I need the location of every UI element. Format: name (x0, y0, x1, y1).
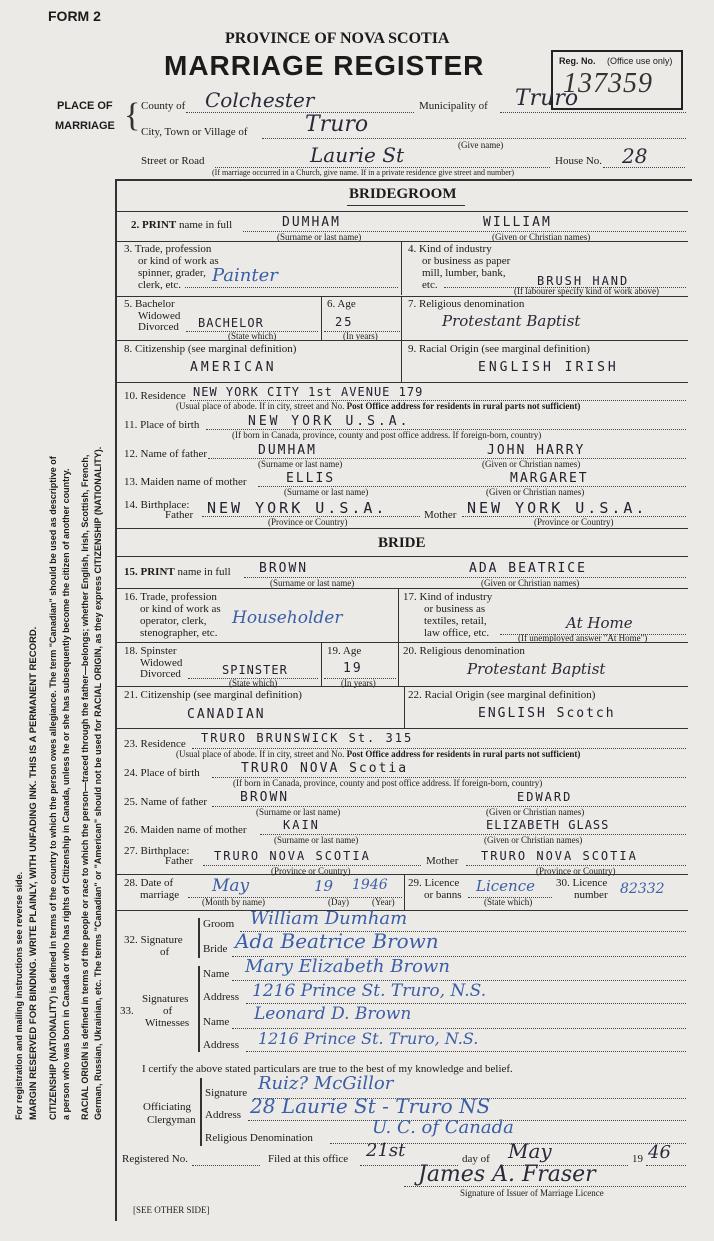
bride-industry-label-b: or business as (424, 603, 486, 615)
bride-heading: BRIDE (378, 535, 426, 551)
sig-label-a: 32. Signature (124, 934, 183, 946)
municipality-value: Truro (515, 86, 579, 111)
sig-label-b: of (160, 946, 170, 958)
bride-name-label: 15. PRINT name in full (124, 566, 231, 578)
registered-label: Registered No. (122, 1153, 188, 1165)
groom-industry-label-c: mill, lumber, bank, (422, 267, 506, 279)
filed-label: Filed at this office (268, 1153, 349, 1165)
groom-father-label: 12. Name of father (124, 448, 208, 460)
clergy-signature: Ruiz? McGillor (258, 1073, 394, 1094)
bride-father-surname-note: (Surname or last name) (256, 807, 341, 817)
month-note: (Month by name) (202, 897, 265, 907)
groom-given: WILLIAM (483, 215, 552, 230)
reg-no-label: Reg. No. (559, 56, 596, 66)
clergy-rel-label: Religious Denomination (205, 1132, 313, 1144)
bride-industry-label-c: textiles, retail, (424, 615, 487, 627)
w1-addr-label: Address (203, 991, 240, 1003)
groom-age: 25 (335, 315, 354, 329)
groom-racial-label: 9. Racial Origin (see marginal definition) (408, 343, 590, 355)
groom-mother-surname-note: (Surname or last name) (284, 487, 369, 497)
bride-given-note: (Given or Christian names) (481, 578, 580, 588)
bride-status-label-c: Divorced (140, 668, 181, 680)
groom-status-label-c: Divorced (138, 321, 179, 333)
date-label-b: marriage (140, 889, 180, 901)
filed-month: May (508, 1139, 552, 1163)
w1-name: Mary Elizabeth Brown (245, 956, 450, 977)
groom-father-given-note: (Given or Christian names) (482, 459, 581, 469)
filed-day: 21st (366, 1140, 406, 1161)
bride-birth: TRURO NOVA Scotia (241, 761, 409, 776)
reg-no-value: 137359 (563, 68, 653, 99)
w2-name-label: Name (203, 1016, 230, 1028)
bride-given: ADA BEATRICE (469, 561, 587, 576)
bride-age: 19 (343, 661, 363, 676)
licence-no-label-b: number (574, 889, 608, 901)
bride-residence-note: (Usual place of abode. If in city, street and No. Post Office address for residents in rural parts not sufficient) (176, 749, 581, 759)
groom-surname: DUMHAM (282, 215, 341, 230)
groom-bp-father-note: (Province or Country) (268, 517, 348, 527)
bride-birth-note: (If born in Canada, province, county and post office address. If foreign-born, country) (233, 778, 543, 788)
bride-mother-surname-note: (Surname or last name) (274, 835, 359, 845)
filed-year: 46 (648, 1142, 671, 1163)
bride-bp-father-label: Father (165, 855, 194, 867)
w2-addr-label: Address (203, 1039, 240, 1051)
groom-residence-label: 10. Residence (124, 390, 186, 402)
licence-number: 82332 (620, 881, 665, 897)
bridegroom-heading: BRIDEGROOM (349, 186, 457, 202)
groom-status-note: (State which) (228, 331, 277, 341)
groom-father-given: JOHN HARRY (487, 443, 586, 458)
side-note-5: RACIAL ORIGIN is defined in terms of the people or race to which the person—traced through the father—belongs; whether English, Irish, Scottish, French, (80, 454, 90, 1120)
groom-birth-note: (If born in Canada, province, county and post office address. If foreign-born, country) (232, 430, 542, 440)
groom-industry-label-a: 4. Kind of industry (408, 243, 492, 255)
bride-religion-label: 20. Religious denomination (403, 645, 525, 657)
state-which-note: (State which) (484, 897, 533, 907)
form-number: FORM 2 (48, 8, 101, 24)
county-label: County of (141, 100, 186, 112)
bride-status-label-a: 18. Spinster (124, 645, 177, 657)
groom-religion: Protestant Baptist (442, 312, 581, 330)
bride-mother-label: 26. Maiden name of mother (124, 824, 247, 836)
groom-trade: Painter (212, 265, 278, 286)
bride-industry-label-d: law office, etc. (424, 627, 490, 639)
groom-sig-label: Groom (203, 918, 235, 930)
bride-surname-note: (Surname or last name) (270, 578, 355, 588)
bride-status-note: (State which) (229, 678, 278, 688)
bride-birth-label: 24. Place of birth (124, 767, 200, 779)
officiating-label-a: Officiating (143, 1101, 192, 1113)
place-label-1: PLACE OF (57, 100, 113, 112)
side-note-1: For registration and mailing instructions see reverse side. (14, 871, 24, 1120)
groom-status: BACHELOR (198, 316, 264, 330)
side-note-6: German, Russian, Ukrainian, etc. The terms "Canadian" or "American" should not be used for RACIAL ORIGIN, as they express CITIZENSHIP (NATIONALITY). (93, 446, 103, 1120)
street-value: Laurie St (310, 143, 404, 167)
page-title: MARRIAGE REGISTER (164, 50, 485, 81)
clergy-addr-label: Address (205, 1109, 242, 1121)
witness-label-a: Signatures (142, 993, 189, 1005)
clergy-address: 28 Laurie St - Truro NS (250, 1094, 491, 1118)
bride-racial: ENGLISH Scotch (478, 706, 616, 721)
place-brace: { (124, 97, 141, 134)
groom-surname-note: (Surname or last name) (277, 232, 362, 242)
bride-citizenship: CANADIAN (187, 707, 266, 722)
groom-signature: William Dumham (250, 908, 408, 929)
bride-bp-mother: TRURO NOVA SCOTIA (481, 849, 638, 863)
county-value: Colchester (205, 88, 315, 112)
issuer-label: Signature of Issuer of Marriage Licence (460, 1188, 604, 1198)
city-label: City, Town or Village of (141, 126, 248, 138)
witness-label-c: Witnesses (145, 1017, 190, 1029)
bride-racial-label: 22. Racial Origin (see marginal definition) (408, 689, 596, 701)
w1-name-label: Name (203, 968, 230, 980)
bride-residence-label: 23. Residence (124, 738, 186, 750)
bride-bp-father: TRURO NOVA SCOTIA (214, 849, 371, 863)
groom-birth-label: 11. Place of birth (124, 419, 200, 431)
bride-residence: TRURO BRUNSWICK St. 315 (201, 731, 414, 745)
day-note: (Day) (328, 897, 349, 907)
w2-name: Leonard D. Brown (254, 1004, 412, 1024)
groom-birthplace-label: 14. Birthplace: (124, 499, 190, 511)
w1-address: 1216 Prince St. Truro, N.S. (252, 981, 487, 1001)
province-heading: PROVINCE OF NOVA SCOTIA (225, 30, 450, 47)
groom-given-note: (Given or Christian names) (492, 232, 591, 242)
bride-age-label: 19. Age (327, 645, 362, 657)
bride-industry-note: (If unemployed answer "At Home") (518, 633, 648, 643)
groom-bp-mother: NEW YORK U.S.A. (467, 499, 648, 517)
bride-father-given-note: (Given or Christian names) (486, 807, 585, 817)
groom-father-surname-note: (Surname or last name) (258, 459, 343, 469)
bride-mother-given-note: (Given or Christian names) (484, 835, 583, 845)
groom-industry-label-b: or business as paper (422, 255, 511, 267)
groom-industry: BRUSH HAND (537, 274, 630, 288)
year-note: (Year) (372, 897, 395, 907)
city-value: Truro (305, 112, 369, 137)
reg-no-note: (Office use only) (607, 56, 673, 66)
side-note-4: a person who was born in Canada or who has rights of Citizenship in Canada, unless he or she has subsequently become the citizen of another country. (61, 468, 71, 1120)
groom-industry-label-d: etc. (422, 279, 438, 291)
bride-signature: Ada Beatrice Brown (235, 929, 439, 953)
bride-age-note: (In years) (341, 678, 376, 688)
licence-label-b: or banns (424, 889, 462, 901)
see-other-side: [SEE OTHER SIDE] (133, 1205, 210, 1215)
bride-trade-label-a: 16. Trade, profession (124, 591, 217, 603)
bride-citizenship-label: 21. Citizenship (see marginal definition) (124, 689, 302, 701)
groom-bp-father: NEW YORK U.S.A. (207, 499, 388, 517)
groom-citizenship: AMERICAN (190, 360, 277, 375)
day-of-label: day of (462, 1153, 490, 1165)
issuer-signature: James A. Fraser (418, 1162, 596, 1187)
groom-trade-label-d: clerk, etc. (138, 279, 182, 291)
groom-racial: ENGLISH IRISH (478, 360, 619, 375)
street-label: Street or Road (141, 155, 205, 167)
bride-industry-label-a: 17. Kind of industry (403, 591, 493, 603)
bride-status-label-b: Widowed (140, 657, 183, 669)
bride-surname: BROWN (259, 561, 309, 576)
certify-text: I certify the above stated particulars are true to the best of my knowledge and belief. (142, 1063, 513, 1075)
officiating-label-b: Clergyman (147, 1114, 196, 1126)
groom-bp-mother-note: (Province or Country) (534, 517, 614, 527)
clergy-religion: U. C. of Canada (372, 1117, 514, 1138)
filed-year-prefix: 19 (632, 1153, 643, 1165)
bride-religion: Protestant Baptist (467, 660, 606, 678)
witness-number: 33. (120, 1005, 134, 1017)
house-label: House No. (555, 155, 603, 167)
house-value: 28 (622, 144, 648, 168)
marriage-month: May (212, 876, 250, 896)
side-note-3: CITIZENSHIP (NATIONALITY) is defined in terms of the country to which the person owes allegiance. The term "Canadian" should be used as descriptive of (48, 456, 58, 1120)
groom-industry-note: (If labourer specify kind of work above) (514, 286, 659, 296)
groom-trade-label-c: spinner, grader, (138, 267, 206, 279)
groom-trade-label-b: or kind of work as (138, 255, 219, 267)
bride-bp-father-note: (Province or Country) (271, 866, 351, 876)
w2-address: 1216 Prince St. Truro, N.S. (258, 1029, 479, 1048)
date-label-a: 28. Date of (124, 877, 174, 889)
side-note-2: MARGIN RESERVED FOR BINDING. WRITE PLAINLY, WITH UNFADING INK. THIS IS A PERMANENT RECORD. (28, 626, 39, 1120)
groom-residence-note: (Usual place of abode. If in city, street and No. Post Office address for residents in rural parts not sufficient) (176, 401, 581, 411)
bride-birthplace-label: 27. Birthplace: (124, 845, 190, 857)
bride-trade-label-d: stenographer, etc. (140, 627, 218, 639)
groom-bp-father-label: Father (165, 509, 194, 521)
bride-status: SPINSTER (222, 663, 288, 677)
groom-birth: NEW YORK U.S.A. (248, 414, 411, 429)
place-note: (If marriage occurred in a Church, give name. If in a private residence give street and number) (212, 168, 515, 177)
groom-residence: NEW YORK CITY 1st AVENUE 179 (193, 385, 424, 399)
bride-sig-label: Bride (203, 943, 228, 955)
groom-age-label: 6. Age (327, 298, 356, 310)
bride-industry: At Home (566, 614, 633, 632)
bride-mother-surname: KAIN (283, 818, 320, 832)
witness-label-b: of (163, 1005, 173, 1017)
groom-mother-surname: ELLIS (286, 471, 336, 486)
groom-age-note: (In years) (343, 331, 378, 341)
bride-trade: Householder (232, 608, 343, 628)
bride-father-surname: BROWN (240, 790, 290, 805)
groom-status-label-a: 5. Bachelor (124, 298, 175, 310)
licence-label-a: 29. Licence (408, 877, 460, 889)
groom-mother-label: 13. Maiden name of mother (124, 476, 247, 488)
groom-mother-given-note: (Given or Christian names) (486, 487, 585, 497)
groom-trade-label-a: 3. Trade, profession (124, 243, 212, 255)
clergy-sig-label: Signature (205, 1087, 248, 1099)
bride-father-label: 25. Name of father (124, 796, 208, 808)
groom-religion-label: 7. Religious denomination (408, 298, 525, 310)
licence-no-label-a: 30. Licence (556, 877, 608, 889)
municipality-label: Municipality of (419, 100, 488, 112)
marriage-year: 1946 (352, 877, 388, 893)
marriage-day: 19 (314, 877, 334, 895)
groom-bp-mother-label: Mother (424, 509, 457, 521)
groom-citizenship-label: 8. Citizenship (see marginal definition) (124, 343, 297, 355)
licence-value: Licence (476, 877, 535, 895)
bride-trade-label-b: or kind of work as (140, 603, 221, 615)
groom-mother-given: MARGARET (510, 471, 589, 486)
give-name-note: (Give name) (458, 140, 504, 150)
groom-status-label-b: Widowed (138, 310, 181, 322)
place-label-2: MARRIAGE (55, 120, 115, 132)
groom-name-label: 2. PRINT name in full (131, 219, 233, 231)
bride-bp-mother-label: Mother (426, 855, 459, 867)
bride-bp-mother-note: (Province or Country) (536, 866, 616, 876)
bride-trade-label-c: operator, clerk, (140, 615, 207, 627)
groom-father-surname: DUMHAM (258, 443, 317, 458)
bride-mother-given: ELIZABETH GLASS (486, 818, 610, 832)
bride-father-given: EDWARD (517, 790, 573, 804)
